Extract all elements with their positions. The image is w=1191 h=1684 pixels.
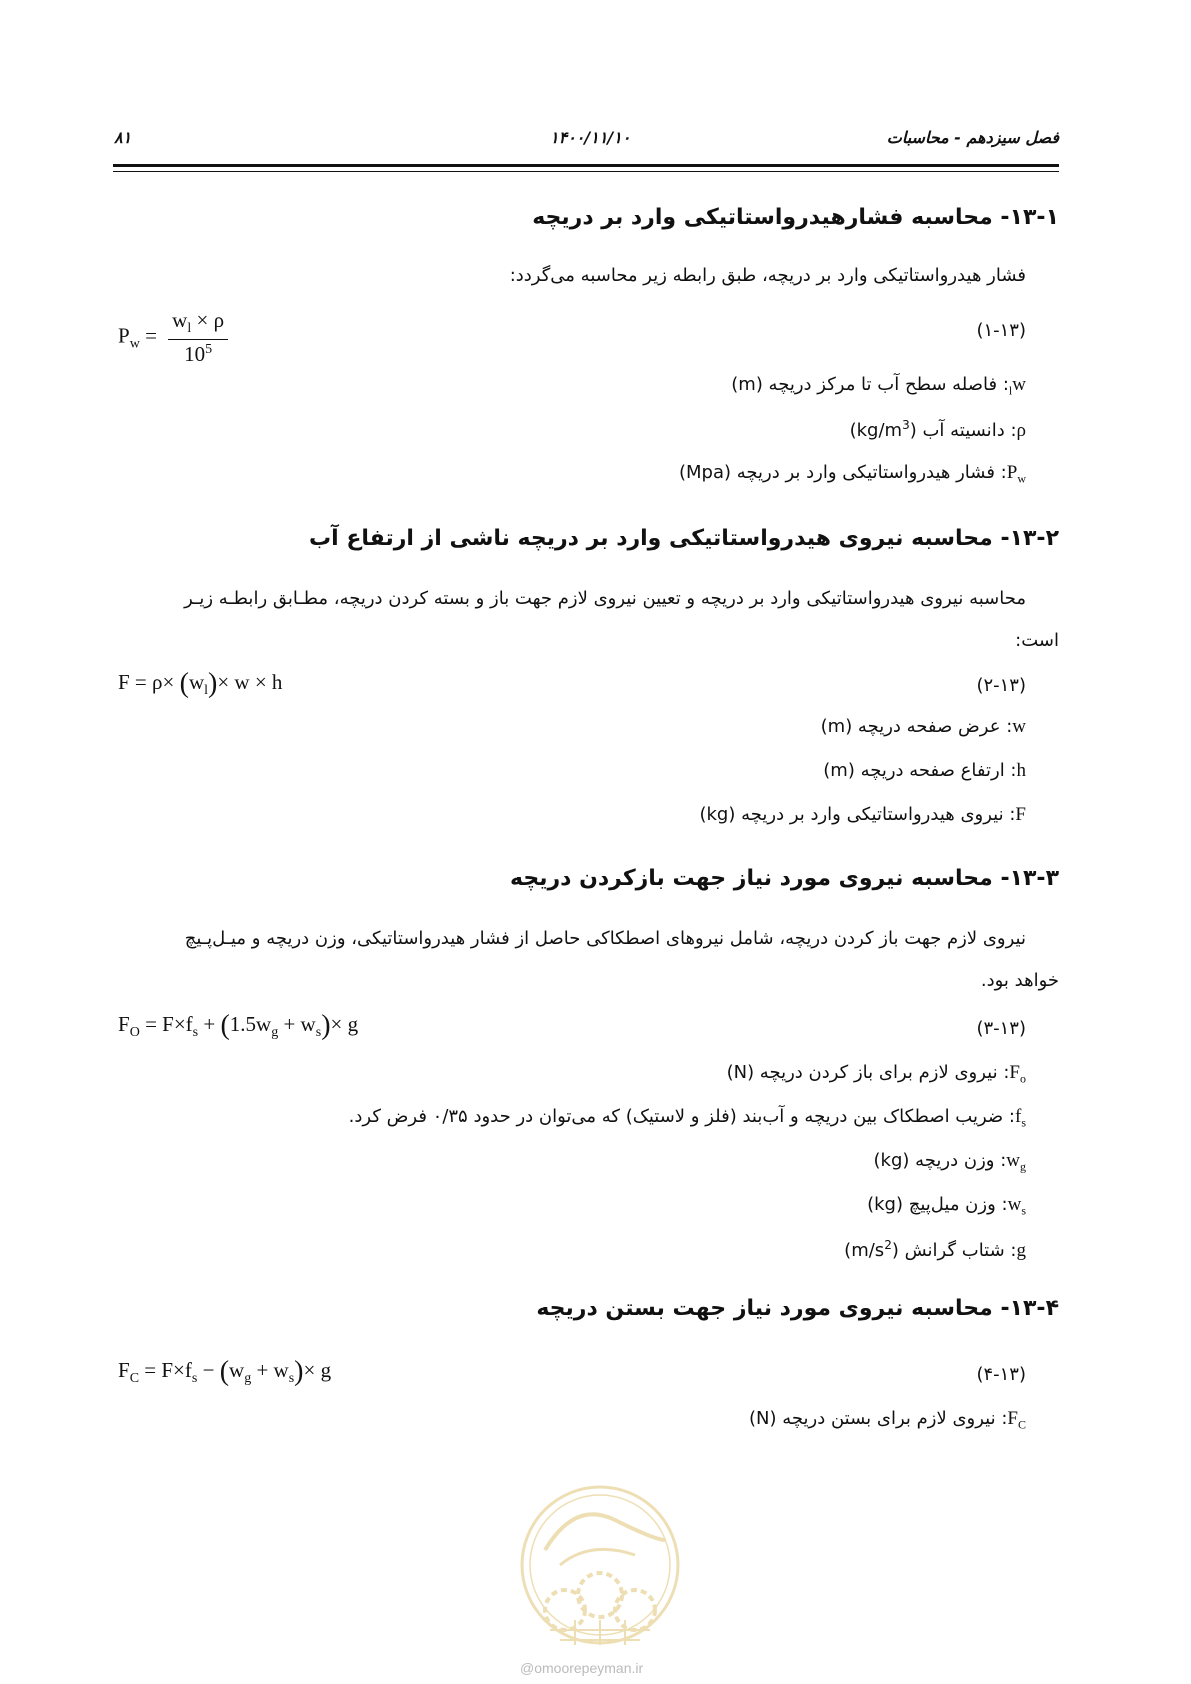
eq-4-number: (۴-۱۳): [976, 1364, 1026, 1385]
def-fo: $F_o$: نیروی لازم برای باز کردن دریچه (N): [726, 1062, 1026, 1086]
formula-4: $F_C = F\times f_s - (w_g + w_s)\times g$: [118, 1356, 332, 1387]
fraction: $\frac{w_l \times \rho}{10^5}$: [168, 308, 228, 367]
def-pw: $P_w$: فشار هیدرواستاتیکی وارد بر دریچه (Mpa): [678, 462, 1026, 486]
def-fc: $F_C$: نیروی لازم برای بستن دریچه (N): [749, 1408, 1026, 1432]
def-w: w: عرض صفحه دریچه (m): [820, 716, 1026, 737]
section-1-heading: ۱۳-۱- محاسبه فشارهیدرواستاتیکی وارد بر دریچه: [532, 205, 1059, 230]
section-2-intro-line1: محاسبه نیروی هیدرواستاتیکی وارد بر دریچه و تعیین نیروی لازم جهت باز و بسته کردن دریچه، مطـابق رابطـه زیـر: [184, 588, 1026, 609]
eq-1-number: (۱-۱۳): [976, 320, 1026, 341]
watermark-logo: [505, 1480, 695, 1660]
watermark-url: @omoorepeyman.ir: [520, 1660, 644, 1676]
header-date: ۱۴۰۰/۱۱/۱۰: [550, 128, 631, 147]
def-h: h: ارتفاع صفحه دریچه (m): [823, 760, 1026, 781]
def-ws: $w_s$: وزن میل‌پیچ (kg): [867, 1194, 1026, 1218]
def-g: g: شتاب گرانش $(m/s^2)$: [844, 1238, 1026, 1261]
def-fs: $f_s$: ضریب اصطکاک بین دریچه و آب‌بند (فلز و لاستیک) که می‌توان در حدود ۰/۳۵ فرض کرد.: [348, 1106, 1026, 1130]
def-wl: $w_l$: فاصله سطح آب تا مرکز دریچه (m): [731, 374, 1026, 398]
formula-1: $P_w$ = $\frac{w_l \times \rho}{10^5}$: [118, 308, 228, 367]
eq-2-number: (۲-۱۳): [976, 675, 1026, 696]
section-4-heading: ۱۳-۴- محاسبه نیروی مورد نیاز جهت بستن دریچه: [536, 1296, 1059, 1321]
header-rule-thick: [113, 164, 1059, 167]
section-1-intro: فشار هیدرواستاتیکی وارد بر دریچه، طبق رابطه زیر محاسبه می‌گردد:: [509, 265, 1026, 286]
header-rule-thin: [113, 171, 1059, 172]
def-f: F: نیروی هیدرواستاتیکی وارد بر دریچه (kg): [699, 804, 1026, 825]
def-wg: $w_g$: وزن دریچه (kg): [873, 1150, 1026, 1174]
section-2-intro-line2: است:: [1015, 630, 1059, 651]
eq-3-number: (۳-۱۳): [976, 1018, 1026, 1039]
page-number: ۸۱: [114, 128, 132, 147]
def-rho: ρ: دانسیته آب $(kg/m^3)$: [849, 418, 1026, 441]
section-3-intro-line2: خواهد بود.: [980, 970, 1059, 991]
formula-3: $F_O = F\times f_s + (1.5w_g + w_s)\times g$: [118, 1010, 359, 1041]
chapter-title: فصل سیزدهم - محاسبات: [886, 128, 1059, 147]
section-2-heading: ۱۳-۲- محاسبه نیروی هیدرواستاتیکی وارد بر دریچه ناشی از ارتفاع آب: [309, 526, 1059, 551]
formula-2: $F = \rho\times (w_l)\times w \times h$: [118, 668, 283, 699]
section-3-heading: ۱۳-۳- محاسبه نیروی مورد نیاز جهت بازکردن دریچه: [510, 866, 1059, 891]
section-3-intro-line1: نیروی لازم جهت باز کردن دریچه، شامل نیروهای اصطکاکی حاصل از فشار هیدرواستاتیکی، وزن دریچه و میـل‌پـیچ: [184, 928, 1026, 949]
